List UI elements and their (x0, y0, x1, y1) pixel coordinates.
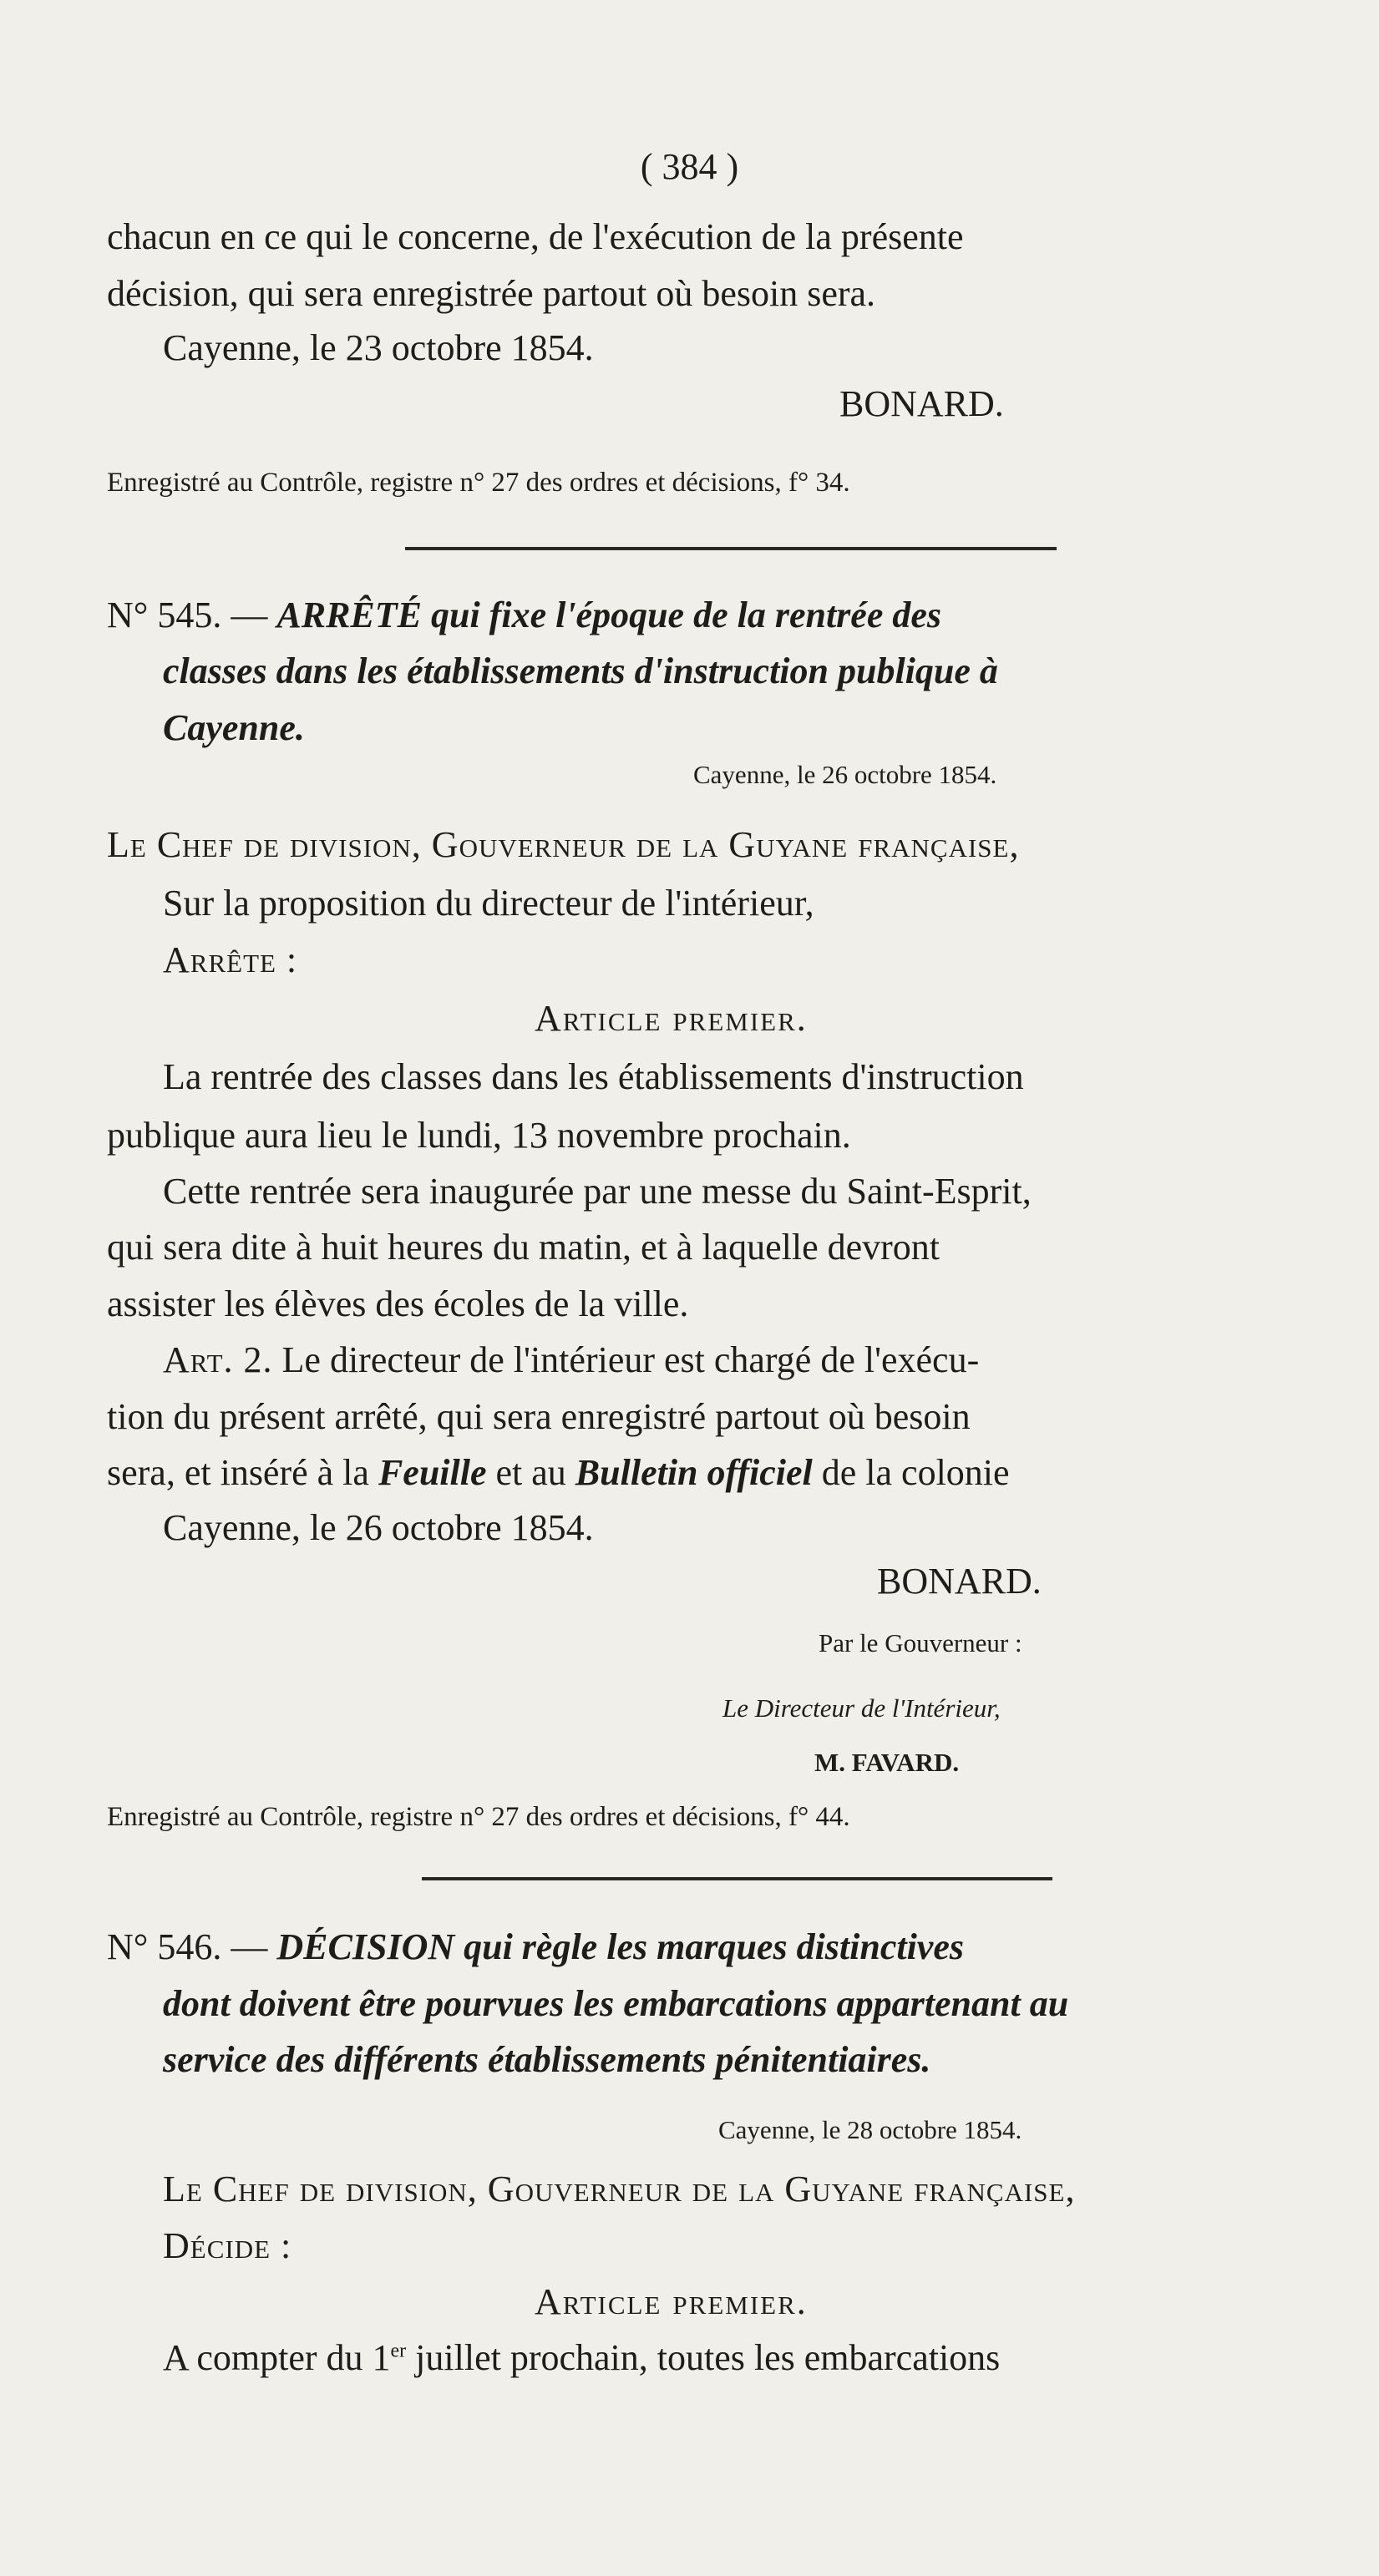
act-title-line: service des différents établissements pénitentiaires. (163, 2039, 931, 2080)
favard-signature: M. FAVARD. (814, 1748, 960, 1777)
section-divider (422, 1877, 1052, 1880)
text-run: de la colonie (821, 1452, 1010, 1493)
article-2-text: Le directeur de l'intérieur est chargé de l'exécu- (281, 1339, 980, 1380)
publication-name: Feuille (378, 1452, 487, 1493)
place-date: Cayenne, le 23 octobre 1854. (163, 327, 594, 368)
superscript: er (390, 2340, 407, 2362)
text-line: décision, qui sera enregistrée partout où besoin sera. (107, 273, 876, 314)
body-line: tion du présent arrêté, qui sera enregistré partout où besoin (107, 1396, 971, 1437)
body-line: publique aura lieu le lundi, 13 novembre prochain. (107, 1115, 851, 1156)
act-title-line: dont doivent être pourvues les embarcations appartenant au (163, 1983, 1069, 2024)
preamble: Le Chef de division, Gouverneur de la Guyane française, (163, 2169, 1076, 2209)
act-heading (107, 1926, 1343, 1967)
text-run: sera, et inséré à la (107, 1452, 369, 1493)
act-title-line: Cayenne. (163, 707, 305, 748)
body-line: qui sera dite à huit heures du matin, et à laquelle devront (107, 1227, 940, 1268)
act-title: ARRÊTÉ qui fixe l'époque de la rentrée des (276, 595, 942, 635)
directeur-title: Le Directeur de l'Intérieur, (722, 1693, 1001, 1723)
act-number: N° 546. — (107, 1926, 268, 1967)
par-le-gouverneur: Par le Gouverneur : (819, 1628, 1022, 1657)
signature: BONARD. (839, 383, 1004, 424)
text-run: et au (495, 1452, 566, 1493)
body-line: Cette rentrée sera inaugurée par une messe du Saint-Esprit, (163, 1171, 1032, 1212)
article-heading: Article premier. (535, 998, 808, 1039)
publication-name: Bulletin officiel (575, 1452, 813, 1493)
act-date: Cayenne, le 28 octobre 1854. (718, 2115, 1022, 2144)
act-date: Cayenne, le 26 octobre 1854. (693, 760, 997, 789)
page-number: ( 384 ) (640, 146, 739, 187)
body-line (107, 1452, 1343, 1493)
registration-note: Enregistré au Contrôle, registre n° 27 des ordres et décisions, f° 34. (107, 468, 850, 498)
body-line: La rentrée des classes dans les établissements d'instruction (163, 1056, 1024, 1097)
proposition: Sur la proposition du directeur de l'intérieur, (163, 883, 814, 924)
text-run: A compter du 1 (163, 2337, 391, 2378)
decide-label: Décide : (163, 2225, 292, 2266)
signature: BONARD. (877, 1561, 1042, 1602)
article-2 (163, 1339, 1379, 1380)
act-heading (107, 597, 1343, 634)
act-title-line: classes dans les établissements d'instruction publique à (163, 650, 998, 691)
section-divider (405, 547, 1057, 550)
article-heading: Article premier. (535, 2281, 808, 2322)
act-number: N° 545. — (107, 595, 268, 635)
act-title: DÉCISION qui règle les marques distinctives (276, 1926, 964, 1967)
article-2-label: Art. 2. (163, 1339, 273, 1380)
registration-note: Enregistré au Contrôle, registre n° 27 des ordres et décisions, f° 44. (107, 1802, 850, 1832)
body-line (163, 2337, 1379, 2378)
place-date: Cayenne, le 26 octobre 1854. (163, 1507, 594, 1548)
arrete-label: Arrête : (163, 939, 298, 980)
text-run: juillet prochain, toutes les embarcations (415, 2337, 1001, 2378)
text-line: chacun en ce qui le concerne, de l'exécution de la présente (107, 216, 964, 257)
preamble: Le Chef de division, Gouverneur de la Guyane française, (107, 824, 1020, 865)
body-line: assister les élèves des écoles de la ville. (107, 1283, 689, 1324)
